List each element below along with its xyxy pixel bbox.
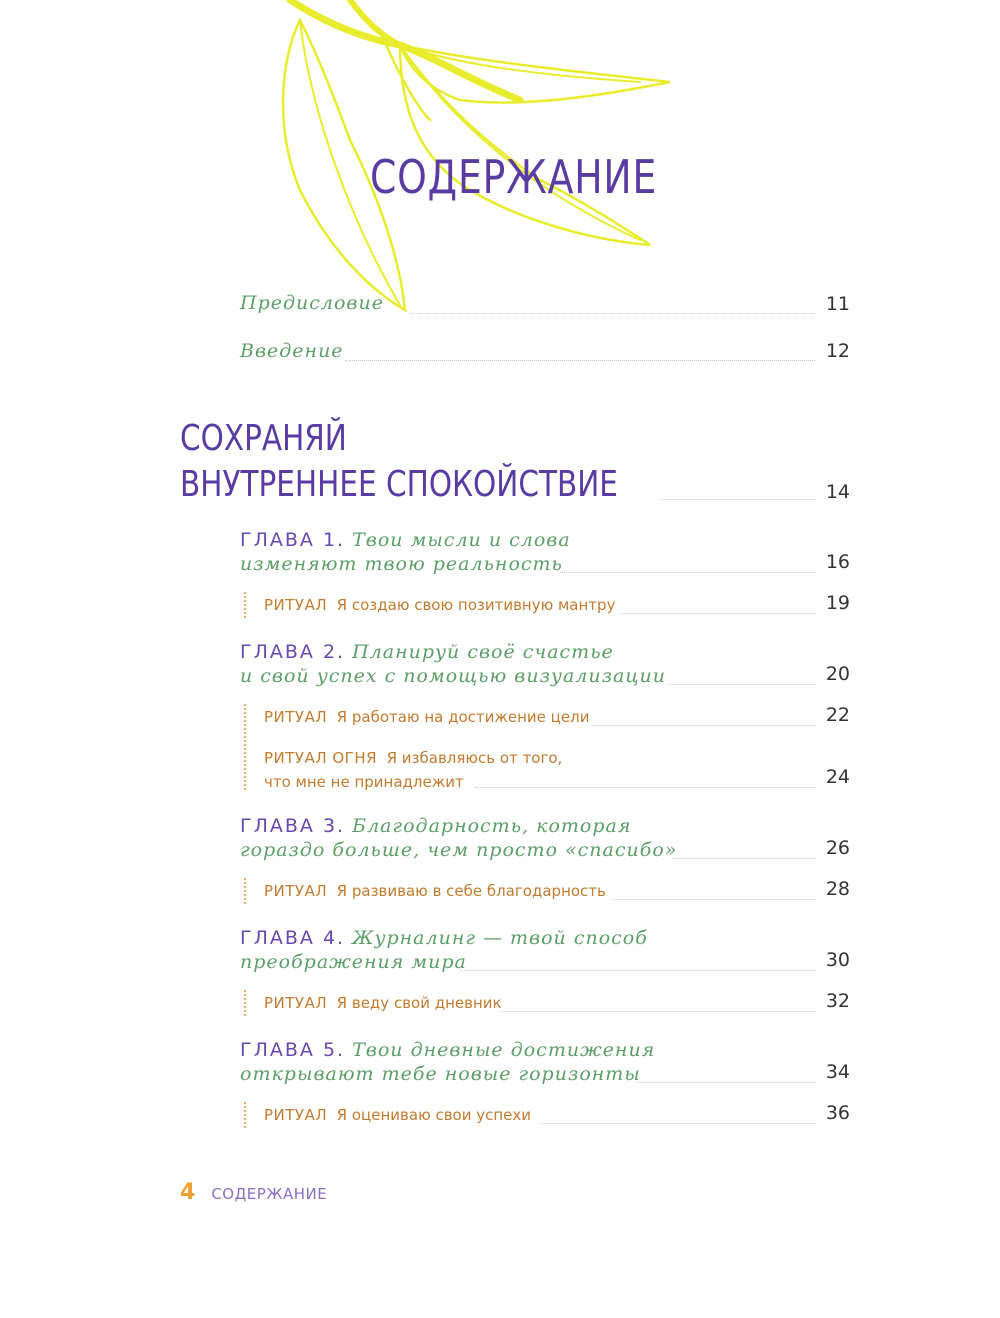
leader-dots <box>410 313 815 314</box>
toc-page-number: 20 <box>825 663 850 685</box>
leader-dots <box>612 899 815 900</box>
toc-chapter-3[interactable] <box>240 814 677 862</box>
ritual-label: РИТУАЛ <box>264 708 328 726</box>
toc-chapter-2[interactable] <box>240 640 666 688</box>
toc-page-number: 28 <box>825 878 850 900</box>
toc-entry-label: Введение <box>240 340 344 362</box>
toc-page-number: 12 <box>825 340 850 362</box>
page-footer <box>180 1180 327 1205</box>
ritual-label: РИТУАЛ <box>264 994 328 1012</box>
ritual-title: Я веду свой дневник <box>336 994 502 1012</box>
chapter-title-line1: Твои дневные достижения <box>352 1039 656 1061</box>
toc-page-number: 34 <box>825 1061 850 1083</box>
toc-page-number: 16 <box>825 551 850 573</box>
leader-dots <box>540 1123 815 1124</box>
toc-page-number: 14 <box>825 481 850 503</box>
section-title-line1: СОХРАНЯЙ <box>180 418 347 459</box>
chapter-label: ГЛАВА 5. <box>240 1039 346 1061</box>
page-title: СОДЕРЖАНИЕ <box>370 150 658 204</box>
toc-page-number: 24 <box>825 766 850 788</box>
toc-page-number: 11 <box>825 293 850 315</box>
section-title-line2[interactable]: ВНУТРЕННЕЕ СПОКОЙСТВИЕ <box>180 464 618 505</box>
ritual-marker <box>244 878 246 904</box>
ritual-label: РИТУАЛ <box>264 882 328 900</box>
leader-dots <box>345 360 815 361</box>
leader-dots <box>560 572 815 573</box>
leader-dots <box>620 613 815 614</box>
chapter-title-line2: и свой успех с помощью визуализации <box>240 665 667 687</box>
toc-page-number: 19 <box>825 592 850 614</box>
toc-entry-introduction[interactable] <box>240 340 344 362</box>
chapter-label: ГЛАВА 1. <box>240 529 346 551</box>
toc-ritual-5[interactable] <box>264 994 502 1012</box>
toc-ritual-3[interactable] <box>264 746 562 794</box>
ritual-title: Я избавляюсь от того, <box>386 749 563 767</box>
ritual-label: РИТУАЛ <box>264 596 328 614</box>
chapter-title-line2: открывают тебе новые горизонты <box>240 1063 641 1085</box>
leader-dots <box>668 684 815 685</box>
ritual-title: Я оцениваю свои успехи <box>336 1106 532 1124</box>
footer-running-title: СОДЕРЖАНИЕ <box>211 1185 328 1203</box>
chapter-title-line2: гораздо больше, чем просто «спасибо» <box>240 839 678 861</box>
leader-dots <box>636 1082 815 1083</box>
ritual-title: Я развиваю в себе благодарность <box>336 882 606 900</box>
ritual-marker <box>244 990 246 1016</box>
ritual-marker <box>244 704 246 790</box>
ritual-title-line2: что мне не принадлежит <box>264 773 464 791</box>
toc-page-number: 26 <box>825 837 850 859</box>
toc-page-number: 22 <box>825 704 850 726</box>
toc-page-number: 32 <box>825 990 850 1012</box>
chapter-label: ГЛАВА 4. <box>240 927 346 949</box>
chapter-label: ГЛАВА 3. <box>240 815 346 837</box>
toc-chapter-5[interactable] <box>240 1038 655 1086</box>
toc-page-number: 36 <box>825 1102 850 1124</box>
ritual-label: РИТУАЛ <box>264 1106 328 1124</box>
leader-dots <box>592 725 815 726</box>
leader-dots <box>672 858 815 859</box>
toc-ritual-4[interactable] <box>264 882 606 900</box>
toc-ritual-2[interactable] <box>264 708 589 726</box>
ritual-title: Я создаю свою позитивную мантру <box>336 596 616 614</box>
toc-chapter-4[interactable] <box>240 926 648 974</box>
chapter-title-line1: Журналинг — твой способ <box>352 927 648 949</box>
footer-page-number: 4 <box>180 1180 196 1205</box>
toc-page-number: 30 <box>825 949 850 971</box>
chapter-title-line2: изменяют твою реальность <box>240 553 563 575</box>
toc-ritual-6[interactable] <box>264 1106 531 1124</box>
chapter-title-line2: преображения мира <box>240 951 467 973</box>
leader-dots <box>500 1011 815 1012</box>
ritual-marker <box>244 1102 246 1128</box>
ritual-label: РИТУАЛ ОГНЯ <box>264 749 378 767</box>
chapter-title-line1: Планируй своё счастье <box>352 641 614 663</box>
toc-ritual-1[interactable] <box>264 596 615 614</box>
ritual-title: Я работаю на достижение цели <box>336 708 590 726</box>
chapter-title-line1: Благодарность, которая <box>352 815 632 837</box>
toc-entry-preface[interactable] <box>240 292 384 314</box>
toc-entry-label: Предисловие <box>240 292 384 314</box>
ritual-marker <box>244 592 246 618</box>
chapter-label: ГЛАВА 2. <box>240 641 346 663</box>
toc-chapter-1[interactable] <box>240 528 571 576</box>
chapter-title-line1: Твои мысли и слова <box>352 529 571 551</box>
leader-dots <box>660 499 815 500</box>
